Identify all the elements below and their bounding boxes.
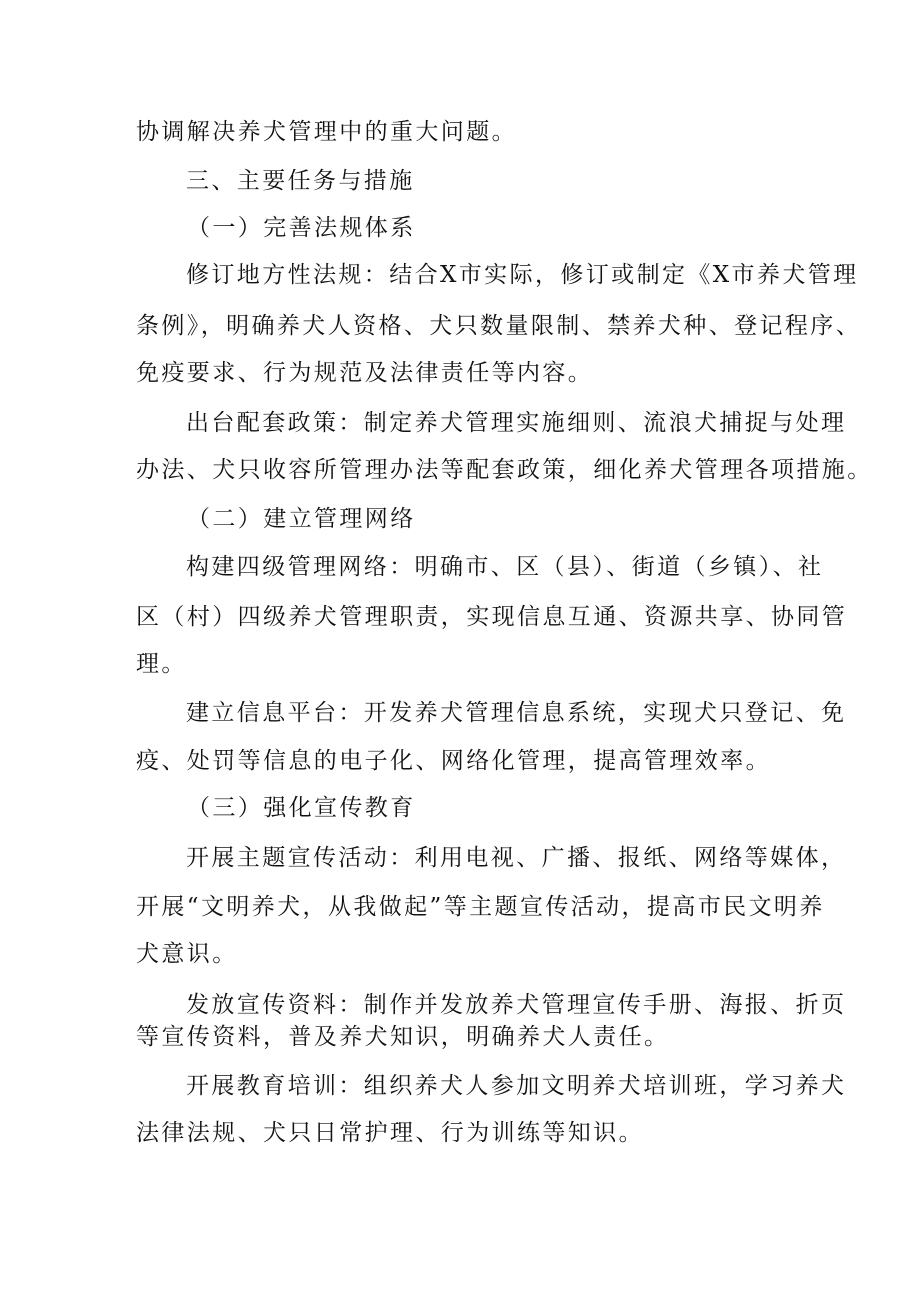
paragraph-line: 条例》，明确养犬人资格、犬只数量限制、禁养犬种、登记程序、 bbox=[136, 313, 862, 339]
paragraph-line: 区（村）四级养犬管理职责，实现信息互通、资源共享、协同管 bbox=[136, 604, 848, 630]
subsection-heading: （一）完善法规体系 bbox=[187, 215, 416, 241]
subsection-heading: （三）强化宣传教育 bbox=[187, 795, 416, 821]
paragraph-line: 协调解决养犬管理中的重大问题。 bbox=[136, 119, 517, 145]
paragraph-line: 免疫要求、行为规范及法律责任等内容。 bbox=[136, 360, 594, 386]
paragraph-line: 开展教育培训：组织养犬人参加文明养犬培训班，学习养犬 bbox=[186, 1073, 847, 1099]
paragraph-line: 法律法规、犬只日常护理、行为训练等知识。 bbox=[136, 1120, 644, 1146]
paragraph-line: 犬意识。 bbox=[136, 941, 238, 967]
paragraph-line: 出台配套政策：制定养犬管理实施细则、流浪犬捕捉与处理 bbox=[186, 410, 847, 436]
paragraph-line: 疫、处罚等信息的电子化、网络化管理，提高管理效率。 bbox=[136, 748, 771, 774]
paragraph-line: 发放宣传资料：制作并发放养犬管理宣传手册、海报、折页 bbox=[186, 992, 847, 1018]
subsection-heading: （二）建立管理网络 bbox=[187, 506, 416, 532]
paragraph-line: 理。 bbox=[136, 651, 187, 677]
paragraph-line: 建立信息平台：开发养犬管理信息系统，实现犬只登记、免 bbox=[186, 700, 847, 726]
paragraph-line: 开展主题宣传活动：利用电视、广播、报纸、网络等媒体， bbox=[186, 845, 847, 871]
paragraph-line: 修订地方性法规：结合X市实际，修订或制定《X市养犬管理 bbox=[186, 262, 859, 288]
paragraph-line: 办法、犬只收容所管理办法等配套政策，细化养犬管理各项措施。 bbox=[136, 457, 873, 483]
section-heading: 三、主要任务与措施 bbox=[186, 168, 415, 194]
paragraph-line: 等宣传资料，普及养犬知识，明确养犬人责任。 bbox=[136, 1024, 670, 1050]
paragraph-line: 开展“文明养犬，从我做起”等主题宣传活动，提高市民文明养 bbox=[136, 894, 825, 920]
paragraph-line: 构建四级管理网络：明确市、区（县）、街道（乡镇）、社 bbox=[186, 554, 824, 580]
